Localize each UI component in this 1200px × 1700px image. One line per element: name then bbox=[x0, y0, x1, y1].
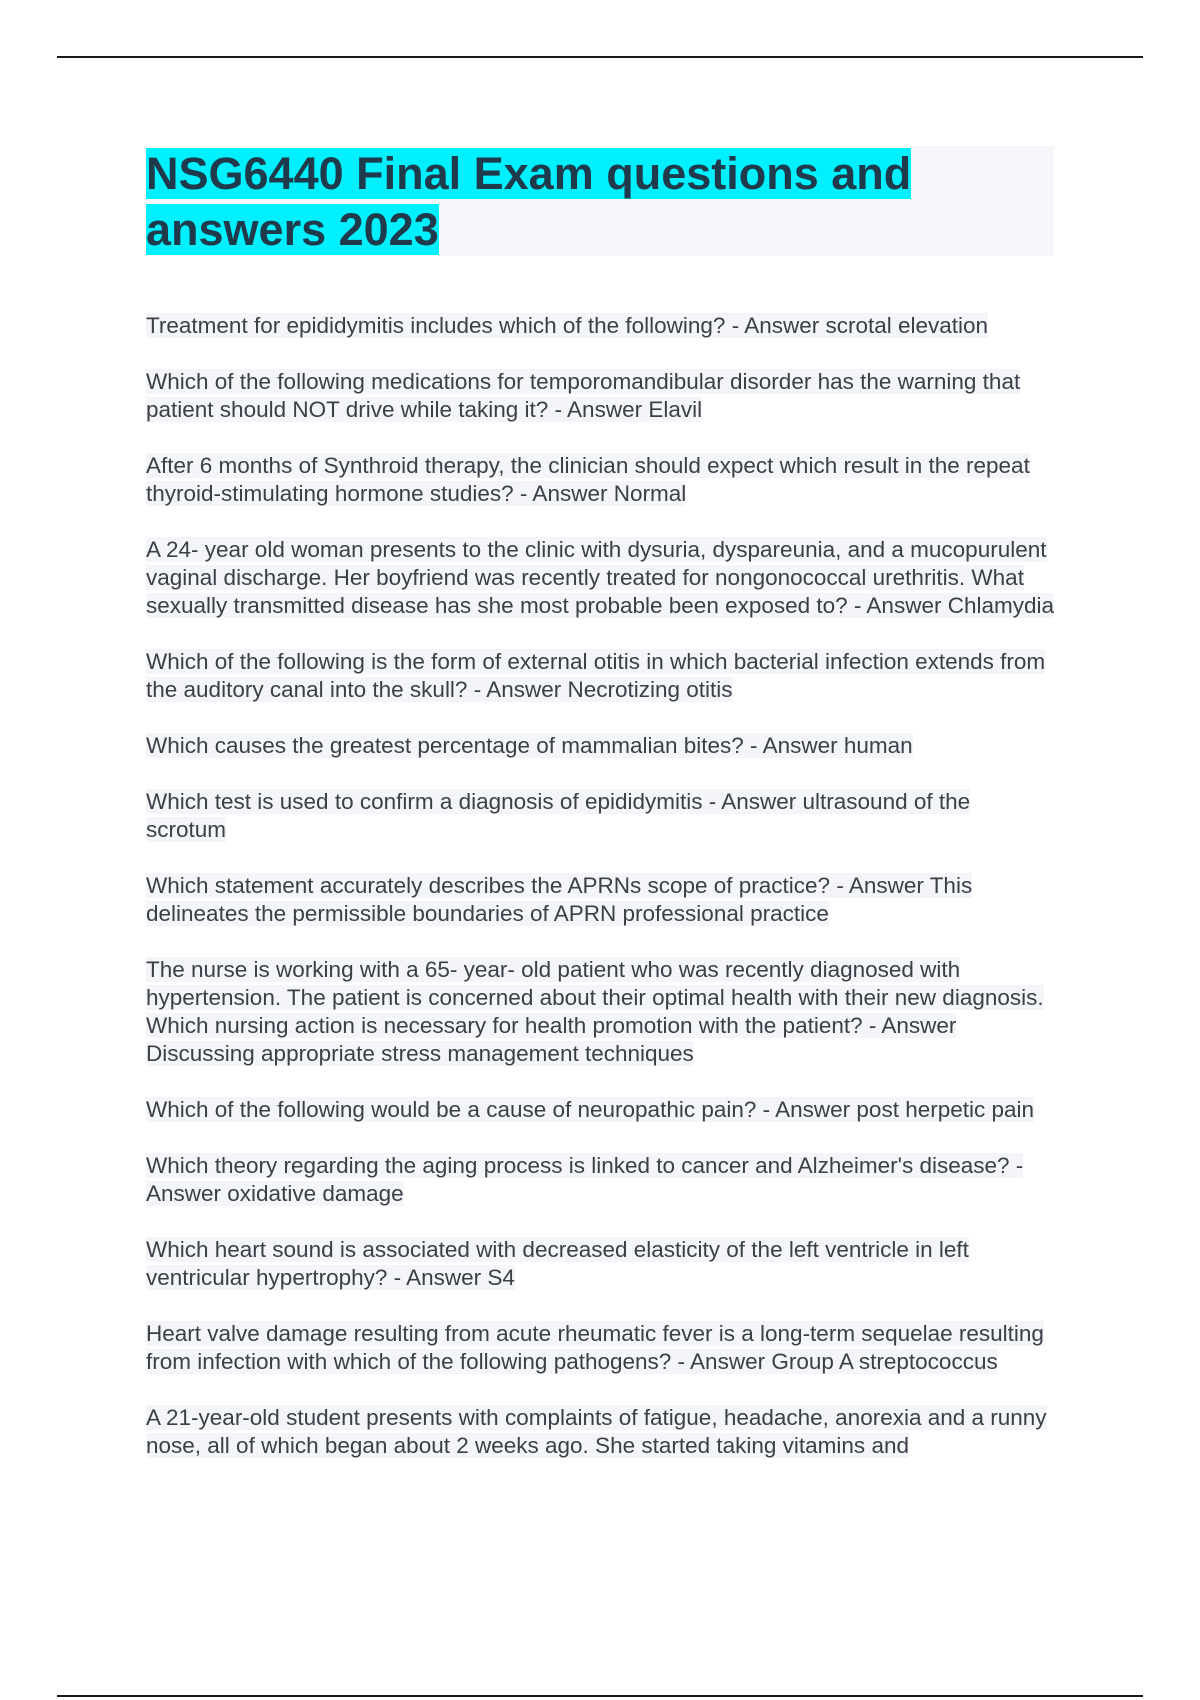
qa-item-text: A 21-year-old student presents with complaints of fatigue, headache, anorexia and a runny nose, all of which began about 2 weeks ago. She started taking vitamins and bbox=[146, 1405, 1047, 1458]
qa-item bbox=[146, 732, 1056, 760]
qa-item-text: Which causes the greatest percentage of mammalian bites? - Answer human bbox=[146, 733, 913, 758]
qa-item-text: Treatment for epididymitis includes which of the following? - Answer scrotal elevation bbox=[146, 313, 989, 338]
qa-item-text: The nurse is working with a 65- year- old patient who was recently diagnosed with hypertension. The patient is concerned about their optimal health with their new diagnosis. Which nursing action is necessary for health promotion with the patient? - Answer Discussing appropriate stress management techniques bbox=[146, 957, 1044, 1066]
document-title bbox=[146, 146, 1006, 258]
qa-item bbox=[146, 648, 1056, 704]
qa-item bbox=[146, 872, 1056, 928]
qa-item bbox=[146, 1320, 1056, 1376]
qa-item-text: Which of the following would be a cause of neuropathic pain? - Answer post herpetic pain bbox=[146, 1097, 1035, 1122]
qa-item bbox=[146, 452, 1056, 508]
qa-item-text: Which of the following medications for temporomandibular disorder has the warning that patient should NOT drive while taking it? - Answer Elavil bbox=[146, 369, 1021, 422]
qa-item-text: Which statement accurately describes the APRNs scope of practice? - Answer This delineates the permissible boundaries of APRN professional practice bbox=[146, 873, 973, 926]
qa-item-text: After 6 months of Synthroid therapy, the clinician should expect which result in the repeat thyroid-stimulating hormone studies? - Answer Normal bbox=[146, 453, 1030, 506]
document-title-text: NSG6440 Final Exam questions and answers 2023 bbox=[146, 148, 912, 255]
qa-item bbox=[146, 1236, 1056, 1292]
qa-item bbox=[146, 1404, 1056, 1460]
qa-item-text: A 24- year old woman presents to the clinic with dysuria, dyspareunia, and a mucopurulent vaginal discharge. Her boyfriend was recently treated for nongonococcal urethritis. What sexually transmitted disease has she most probable been exposed to? - Answer Chlamydia bbox=[146, 537, 1054, 618]
bottom-rule bbox=[57, 1695, 1143, 1697]
qa-item bbox=[146, 788, 1056, 844]
qa-item-text: Which theory regarding the aging process is linked to cancer and Alzheimer's disease? - Answer oxidative damage bbox=[146, 1153, 1024, 1206]
qa-item-text: Which test is used to confirm a diagnosis of epididymitis - Answer ultrasound of the scrotum bbox=[146, 789, 971, 842]
title-block bbox=[146, 146, 1054, 256]
qa-list bbox=[146, 312, 1056, 1488]
qa-item bbox=[146, 1096, 1056, 1124]
qa-item-text: Which heart sound is associated with decreased elasticity of the left ventricle in left ventricular hypertrophy? - Answer S4 bbox=[146, 1237, 969, 1290]
qa-item bbox=[146, 956, 1056, 1068]
qa-item bbox=[146, 368, 1056, 424]
qa-item bbox=[146, 1152, 1056, 1208]
qa-item-text: Which of the following is the form of external otitis in which bacterial infection extends from the auditory canal into the skull? - Answer Necrotizing otitis bbox=[146, 649, 1046, 702]
top-rule bbox=[57, 56, 1143, 58]
qa-item-text: Heart valve damage resulting from acute rheumatic fever is a long-term sequelae resulting from infection with which of the following pathogens? - Answer Group A streptococcus bbox=[146, 1321, 1044, 1374]
qa-item bbox=[146, 536, 1056, 620]
qa-item bbox=[146, 312, 1056, 340]
